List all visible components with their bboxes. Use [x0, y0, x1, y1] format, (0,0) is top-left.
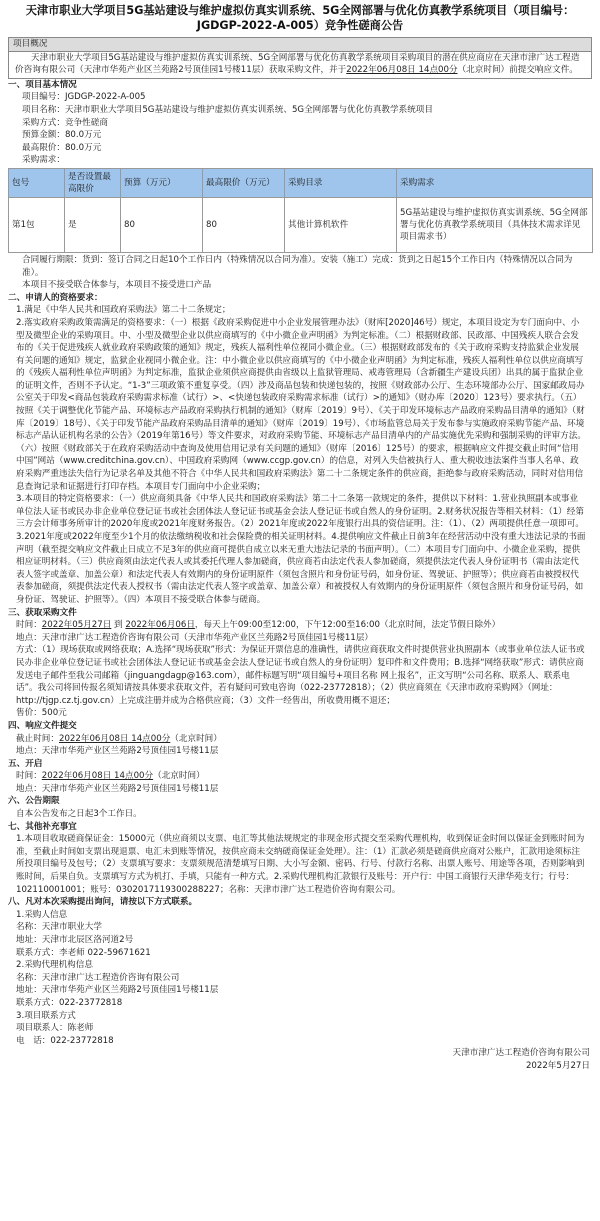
submission-deadline-tail: （北京时间）	[170, 733, 222, 744]
obtain-time-start: 2022年05月27日	[41, 620, 112, 631]
header-budget: 预算（万元）	[121, 168, 203, 197]
cell-budget: 80	[121, 197, 203, 252]
header-max-price: 最高限价（万元）	[203, 168, 285, 197]
consortium-note: 本项目不接受联合体参与，本项目不接受进口产品	[22, 280, 212, 291]
section-contact-title: 八、凡对本次采购提出询问，请按以下方式联系。	[8, 897, 198, 908]
header-demand: 采购需求	[397, 168, 593, 197]
buyer-address: 地址：天津市北辰区洛河道2号	[16, 935, 134, 945]
cell-package-no: 第1包	[9, 197, 65, 252]
section-contact	[0, 896, 600, 1047]
opening-time-tail: （北京时间）	[153, 771, 205, 782]
max-price: 最高限价：80.0万元	[22, 142, 102, 153]
submission-deadline-label: 截止时间：	[16, 733, 59, 744]
opening-time	[8, 770, 592, 783]
obtain-price: 售价：500元	[16, 708, 67, 719]
buyer-info-title: 1.采购人信息	[16, 909, 68, 920]
section-basic-info-title: 一、项目基本情况	[8, 79, 77, 90]
overview-text-before: 天津市职业大学项目5G基站建设与维护虚拟仿真实训系统、5G全网部署与优化仿真教学系统项目采购项目的潜在供应商应在天津市津广达工程造价咨询有限公司（天津市华苑产业区兰苑路2号顶佳园1号楼11层）获取采购文件，并于	[15, 52, 580, 76]
qualification-paragraph-3: 3.本项目的特定资格要求：（一）供应商须具备《中华人民共和国政府采购法》第二十二条第一款规定的条件，提供以下材料：1.营业执照副本或事业单位法人证书或民办非企业单位登记证书或社会团体法人登记证书或基金会法人登记证书或自然人的身份证明。2.财务状况报告等相关材料：（1）经第三方会计师事务所审计的2020年度或2021年度财务报告。（2）2021年度或2022年度银行出具的资信证明。注：（1）、（2）两项提供任意一项即可。3.2021年度或2022年度至少1个月的依法缴纳税收和社会保险费的相关证明材料。4.提供响应文件截止日前3年在经营活动中没有重大违法记录的书面声明（截至提交响应文件截止日成立不足3年的供应商可提供自成立以来无重大违法记录的书面声明）。（二）本项目专门面向中、小微企业采购，提供相应证明材料。（三）供应商须由法定代表人或其委托代理人参加磋商，供应商若由法定代表人参加磋商，须提供法定代表人身份证明书（需由法定代表人签字或盖章、加盖公章）和法定代表人有效期内的身份证明原件（须包含照片和身份证号码，如身份证、驾驶证、护照等）；供应商若由被授权代表参加磋商，须提供法定代表人授权书（需由法定代表人签字或盖章、加盖公章）和被授权人有效期内的身份证明原件（须包含照片和身份证号码，如身份证、驾驶证、护照等）。（四）本项目不接受联合体参与磋商。	[16, 494, 586, 605]
overview-text-after: （北京时间）前提交响应文件。	[457, 65, 578, 76]
buyer-name: 名称：天津市职业大学	[16, 922, 102, 933]
procurement-demand-label: 采购需求：	[22, 155, 65, 166]
cell-has-max-price: 是	[65, 197, 121, 252]
project-number: 项目编号：JGDGP-2022-A-005	[22, 92, 146, 103]
project-contact-phone: 电 话：022-23772818	[16, 1035, 114, 1046]
section-basic-info	[0, 79, 600, 167]
project-contact-person: 项目联系人：陈老师	[16, 1023, 94, 1034]
opening-place: 地点：天津市华苑产业区兰苑路2号顶佳园1号楼11层	[16, 783, 219, 794]
section-obtain-documents-title: 三、获取采购文件	[8, 607, 77, 618]
obtain-time	[8, 619, 592, 632]
section-submission	[0, 720, 600, 758]
section-other-matters-title: 七、其他补充事宜	[8, 821, 77, 832]
section-basic-info-after	[0, 254, 600, 292]
section-opening	[0, 758, 600, 796]
agent-address: 地址：天津市华苑产业区兰苑路2号顶佳园1号楼11层	[16, 985, 219, 996]
procurement-method: 采购方式：竞争性磋商	[22, 117, 108, 128]
qualification-paragraph-1: 1.满足《中华人民共和国政府采购法》第二十二条规定；	[16, 305, 231, 316]
project-name: 项目名称：天津市职业大学项目5G基站建设与维护虚拟仿真实训系统、5G全网部署与优化仿真教学系统项目	[22, 104, 433, 115]
cell-demand: 5G基站建设与维护虚拟仿真实训系统、5G全网部署与优化仿真教学系统项目（具体技术需求详见项目需求书）	[397, 197, 593, 252]
obtain-time-mid: 到	[111, 620, 126, 631]
submission-deadline	[8, 733, 592, 746]
signature-company: 天津市津广达工程造价咨询有限公司	[452, 1048, 590, 1059]
submission-deadline-value: 2022年06月08日 14点00分	[58, 733, 171, 744]
project-contact-title: 3.项目联系方式	[16, 1010, 76, 1021]
section-opening-title: 五、开启	[8, 758, 43, 769]
section-other-matters	[0, 821, 600, 897]
overview-deadline: 2022年06月08日 14点00分	[346, 65, 458, 76]
section-qualification	[0, 292, 600, 607]
obtain-time-label: 时间：	[16, 620, 42, 631]
obtain-place: 地点：天津市津广达工程造价咨询有限公司（天津市华苑产业区兰苑路2号顶佳园1号楼11层）	[16, 632, 374, 643]
contract-period: 合同履行期限：货到：签订合同之日起10个工作日内（特殊情况以合同为准）。安装（施工）完成：货到之日起15个工作日内（特殊情况以合同为准）。	[22, 254, 573, 278]
opening-time-value: 2022年06月08日 14点00分	[41, 771, 154, 782]
header-package-no: 包号	[9, 168, 65, 197]
page-title: 天津市职业大学项目5G基站建设与维护虚拟仿真实训系统、5G全网部署与优化仿真教学系统项目（项目编号：JGDGP-2022-A-005）竞争性磋商公告	[25, 4, 575, 32]
obtain-time-end: 2022年06月06日	[125, 620, 195, 631]
submission-place: 地点：天津市华苑产业区兰苑路2号顶佳园1号楼11层	[16, 746, 219, 757]
overview-heading: 项目概况	[9, 38, 591, 52]
header-has-max-price: 是否设置最高限价	[65, 168, 121, 197]
agent-name: 名称：天津市津广达工程造价咨询有限公司	[16, 972, 180, 983]
cell-max-price: 80	[203, 197, 285, 252]
agent-info-title: 2.采购代理机构信息	[16, 960, 93, 971]
overview-text	[9, 52, 591, 78]
package-table-header-row	[9, 168, 593, 197]
section-qualification-title: 二、申请人的资格要求：	[8, 292, 103, 303]
obtain-method: 方式：（1）现场获取或网络获取；A.选择“现场获取”形式：为保证开票信息的准确性，请供应商获取文件时提供营业执照副本（或事业单位法人证书或民办非企业单位登记证书或社会团体法人登记证书或基金会法人登记证书或自然人的身份证明）复印件和文件费用；B.选择“网络获取”形式：请供应商发送电子邮件至我公司邮箱（jinguangdagp@163.com），邮件标题写明“项目编号+项目名称 网上报名”，正文写明“公司名称、联系人、联系电话”。我公司将回传报名须知请按具体要求获取文件，若有疑问可致电咨询（022-23772818）；（2）供应商须在《天津市政府采购网》（网址：http://tjgp.cz.tj.gov.cn）上完成注册并成为合格供应商；（3）文件一经售出，所收费用概不退还；	[16, 645, 585, 706]
header-catalog: 采购目录	[285, 168, 397, 197]
announcement-period-text: 自本公告发布之日起3个工作日。	[16, 809, 142, 820]
buyer-contact: 联系方式：李老师 022-59671621	[16, 947, 151, 958]
qualification-paragraph-2: 2.落实政府采购政策需满足的资格要求：（一）根据《政府采购促进中小企业发展管理办法》（财库[2020]46号）规定，本项目设定为专门面向中、小型及微型企业的采购项目。中、小型及微型企业以供应商填写的《中小微企业声明函》为判定标准。（二）根据财政部、民政部、中国残疾人联合会发布的《关于促进残疾人就业政府采购政策的通知》规定，残疾人福利性单位视同小微企业。（三）根据财政部发布的《关于政府采购支持监狱企业发展有关问题的通知》规定，监狱企业视同小微企业。注：中小微企业以供应商填写的《中小微企业声明函》为判定标准，残疾人福利性单位以供应商填写的《残疾人福利性单位声明函》为判定标准，监狱企业须供应商提供由省级以上监狱管理局、戒毒管理局（含新疆生产建设兵团）出具的属于监狱企业的证明文件，否则不予认定。“1-3”三项政策不重复享受。（四）涉及商品包装和快递包装的，按照《财政部办公厅、生态环境部办公厅、国家邮政局办公室关于印发<商品包装政府采购需求标准（试行）>、<快递包装政府采购需求标准（试行）>的通知》（财办库〔2020〕123号）要求执行。（五）按照《关于调整优化节能产品、环境标志产品政府采购执行机制的通知》（财库〔2019〕9号）、《关于印发环境标志产品政府采购品目清单的通知》（财库〔2019〕18号）、《关于印发节能产品政府采购品目清单的通知》（财库〔2019〕19号）、《市场监管总局关于发布参与实施政府采购节能产品、环境标志产品认证机构名录的公告》（2019年第16号）等文件要求，对政府采购节能、环境标志产品目清单内的产品实施优先采购和强制采购的评审方法。（六）按照《财政部关于在政府采购活动中查询及使用信用记录有关问题的通知》（财库〔2016〕125号）的要求，根据响应文件提交截止时间“信用中国”网站（www.creditchina.gov.cn）、中国政府采购网（www.ccgp.gov.cn）的信息，对列入失信被执行人、重大税收违法案件当事人名单、政府采购严重违法失信行为记录名单及其他不符合《中华人民共和国政府采购法》第二十二条规定条件的供应商，拒绝参与政府采购活动，同时对信用信息查询记录和证据进行打印存档。本项目专门面向中小企业采购；	[16, 317, 586, 492]
section-submission-title: 四、响应文件提交	[8, 720, 77, 731]
agent-contact: 联系方式：022-23772818	[16, 997, 123, 1008]
package-table	[8, 168, 593, 253]
opening-time-label: 时间：	[16, 771, 42, 782]
section-obtain-documents	[0, 607, 600, 720]
section-announcement-period-title: 六、公告期限	[8, 796, 60, 807]
table-row	[9, 197, 593, 252]
signature-date: 2022年5月27日	[525, 1060, 590, 1071]
other-matters-text: 1.本项目收取磋商保证金：15000元（供应商须以支票、电汇等其他法规规定的非现金形式提交至采购代理机构，收到保证金时间以保证金到账时间为准，至截止时间如支票出现退票、电汇未到账等情况，按供应商未交纳磋商保证金处理）。注：（1）汇款必须是磋商供应商对公账户，汇款用途须标注所投项目编号及包号；（2）支票填写要求：支票须规范清楚填写日期、大小写金额、密码、行号、付款行名称、出票人账号、用途等各项，否则影响到账时间，后果自负。支票填写方式为机打、手填，只能有一种方式。2.采购代理机构汇款银行及账号：开户行：中国工商银行天津华苑支行；行号：102110001001；账号：0302017119300288227；名称：天津市津广达工程造价咨询有限公司。	[16, 834, 585, 895]
section-announcement-period	[0, 795, 600, 820]
budget-amount: 预算金额：80.0万元	[22, 130, 102, 141]
obtain-time-rest: ，每天上午09:00至12:00，下午12:00至16:00（北京时间，法定节假日除外）	[194, 620, 501, 631]
cell-catalog: 其他计算机软件	[285, 197, 397, 252]
overview-box	[8, 37, 592, 79]
